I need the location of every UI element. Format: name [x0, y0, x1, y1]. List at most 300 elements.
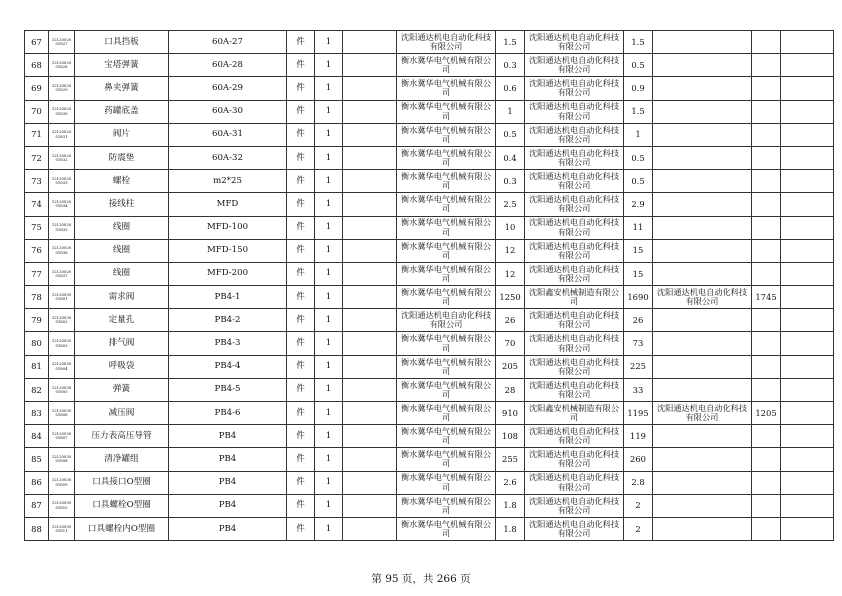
material-code-part: 01829: [55, 87, 68, 93]
supplier-2-cell: 沈阳通达机电自动化科技有限公司: [525, 309, 624, 332]
supplier-3-cell: [653, 193, 752, 216]
quantity-cell: 1: [315, 100, 343, 123]
material-code-cell: [49, 332, 75, 355]
supplier-3-cell: [653, 448, 752, 471]
material-code-cell: [49, 123, 75, 146]
material-code-part: 01811: [55, 528, 68, 534]
price-1-cell: 108: [496, 425, 525, 448]
blank-cell: [343, 402, 397, 425]
row-number-cell: 71: [25, 123, 49, 146]
material-code-part: 01805: [55, 388, 68, 394]
quantity-cell: 1: [315, 332, 343, 355]
material-code-part: 01828: [55, 64, 68, 70]
supplier-1-cell: 衡水冀华电气机械有限公司: [397, 286, 496, 309]
price-1-cell: 0.5: [496, 123, 525, 146]
supplier-3-cell: [653, 123, 752, 146]
row-number-cell: 85: [25, 448, 49, 471]
price-3-cell: [752, 448, 781, 471]
model-cell: MFD-100: [169, 216, 287, 239]
material-code-part: 12120030: [51, 407, 72, 413]
unit-cell: 件: [287, 494, 315, 517]
material-code-cell: [49, 286, 75, 309]
supplier-2-cell: 沈阳通达机电自动化科技有限公司: [525, 100, 624, 123]
supplier-2-cell: 沈阳通达机电自动化科技有限公司: [525, 448, 624, 471]
quantity-cell: 1: [315, 170, 343, 193]
price-comparison-table: [24, 30, 834, 541]
price-1-cell: 910: [496, 402, 525, 425]
supplier-2-cell: 沈阳通达机电自动化科技有限公司: [525, 146, 624, 169]
quantity-cell: 1: [315, 494, 343, 517]
material-code-part: 12120030: [51, 477, 72, 483]
price-1-cell: 26: [496, 309, 525, 332]
table-row: [25, 494, 834, 517]
price-2-cell: 0.5: [624, 146, 653, 169]
blank-cell: [781, 309, 834, 332]
quantity-cell: 1: [315, 54, 343, 77]
price-3-cell: [752, 100, 781, 123]
blank-cell: [343, 123, 397, 146]
row-number-cell: 84: [25, 425, 49, 448]
supplier-1-cell: 衡水冀华电气机械有限公司: [397, 170, 496, 193]
material-code-part: 12120020: [51, 106, 72, 112]
supplier-3-cell: [653, 31, 752, 54]
price-3-cell: [752, 378, 781, 401]
item-name-cell: 螺栓: [75, 170, 169, 193]
supplier-3-cell: [653, 54, 752, 77]
material-code-cell: [49, 378, 75, 401]
item-name-cell: 防震垫: [75, 146, 169, 169]
supplier-3-cell: [653, 494, 752, 517]
model-cell: PB4-2: [169, 309, 287, 332]
unit-cell: 件: [287, 216, 315, 239]
material-code-part: 12120030: [51, 384, 72, 390]
table-row: [25, 193, 834, 216]
quantity-cell: 1: [315, 216, 343, 239]
material-code-part: 12120030: [51, 291, 72, 297]
model-cell: PB4-6: [169, 402, 287, 425]
unit-cell: 件: [287, 425, 315, 448]
supplier-3-cell: [653, 216, 752, 239]
supplier-3-cell: [653, 146, 752, 169]
price-3-cell: [752, 170, 781, 193]
price-3-cell: 1205: [752, 402, 781, 425]
material-code-part: 01810: [55, 504, 68, 510]
supplier-1-cell: 衡水冀华电气机械有限公司: [397, 77, 496, 100]
model-cell: 60A-30: [169, 100, 287, 123]
blank-cell: [343, 471, 397, 494]
material-code-part: 12120020: [51, 152, 72, 158]
material-code-cell: [49, 517, 75, 540]
material-code-part: 12120020: [51, 83, 72, 89]
blank-cell: [343, 332, 397, 355]
row-number-cell: 68: [25, 54, 49, 77]
supplier-2-cell: 沈阳通达机电自动化科技有限公司: [525, 517, 624, 540]
price-2-cell: 1.5: [624, 31, 653, 54]
material-code-part: 12120020: [51, 199, 72, 205]
table-row: [25, 54, 834, 77]
material-code-cell: [49, 494, 75, 517]
blank-cell: [781, 216, 834, 239]
blank-cell: [781, 239, 834, 262]
blank-cell: [343, 309, 397, 332]
material-code-part: 01807: [55, 435, 68, 441]
unit-cell: 件: [287, 378, 315, 401]
unit-cell: 件: [287, 309, 315, 332]
blank-cell: [781, 262, 834, 285]
supplier-1-cell: 衡水冀华电气机械有限公司: [397, 332, 496, 355]
price-2-cell: 1: [624, 123, 653, 146]
row-number-cell: 86: [25, 471, 49, 494]
supplier-3-cell: [653, 309, 752, 332]
price-1-cell: 28: [496, 378, 525, 401]
blank-cell: [781, 54, 834, 77]
table-row: [25, 31, 834, 54]
supplier-1-cell: 沈阳通达机电自动化科技有限公司: [397, 309, 496, 332]
price-1-cell: 0.4: [496, 146, 525, 169]
item-name-cell: 宝塔弹簧: [75, 54, 169, 77]
row-number-cell: 75: [25, 216, 49, 239]
row-number-cell: 88: [25, 517, 49, 540]
blank-cell: [343, 262, 397, 285]
blank-cell: [343, 286, 397, 309]
price-1-cell: 2.6: [496, 471, 525, 494]
material-code-part: 01803: [55, 342, 68, 348]
material-code-part: 01831: [55, 133, 68, 139]
unit-cell: 件: [287, 471, 315, 494]
price-2-cell: 1690: [624, 286, 653, 309]
blank-cell: [781, 332, 834, 355]
supplier-1-cell: 衡水冀华电气机械有限公司: [397, 54, 496, 77]
supplier-2-cell: 沈阳通达机电自动化科技有限公司: [525, 332, 624, 355]
supplier-3-cell: [653, 170, 752, 193]
blank-cell: [781, 193, 834, 216]
supplier-2-cell: 沈阳通达机电自动化科技有限公司: [525, 494, 624, 517]
blank-cell: [343, 425, 397, 448]
price-2-cell: 119: [624, 425, 653, 448]
material-code-cell: [49, 31, 75, 54]
row-number-cell: 72: [25, 146, 49, 169]
quantity-cell: 1: [315, 355, 343, 378]
blank-cell: [781, 448, 834, 471]
price-3-cell: [752, 146, 781, 169]
price-3-cell: [752, 54, 781, 77]
row-number-cell: 83: [25, 402, 49, 425]
material-code-cell: [49, 402, 75, 425]
price-3-cell: 1745: [752, 286, 781, 309]
supplier-1-cell: 衡水冀华电气机械有限公司: [397, 355, 496, 378]
price-1-cell: 0.6: [496, 77, 525, 100]
material-code-part: 12120030: [51, 338, 72, 344]
blank-cell: [343, 170, 397, 193]
supplier-3-cell: [653, 77, 752, 100]
price-1-cell: 12: [496, 239, 525, 262]
table-row: [25, 425, 834, 448]
material-code-part: 12120020: [51, 245, 72, 251]
row-number-cell: 74: [25, 193, 49, 216]
quantity-cell: 1: [315, 193, 343, 216]
material-code-part: 12120030: [51, 430, 72, 436]
material-code-part: 12120030: [51, 523, 72, 529]
item-name-cell: 接线柱: [75, 193, 169, 216]
supplier-1-cell: 衡水冀华电气机械有限公司: [397, 425, 496, 448]
row-number-cell: 80: [25, 332, 49, 355]
price-2-cell: 0.5: [624, 54, 653, 77]
supplier-2-cell: 沈阳通达机电自动化科技有限公司: [525, 239, 624, 262]
material-code-part: 01832: [55, 157, 68, 163]
supplier-1-cell: 衡水冀华电气机械有限公司: [397, 193, 496, 216]
material-code-part: 01836: [55, 249, 68, 255]
material-code-part: 01837: [55, 272, 68, 278]
supplier-1-cell: 衡水冀华电气机械有限公司: [397, 494, 496, 517]
material-code-part: 01827: [55, 41, 68, 47]
supplier-1-cell: 衡水冀华电气机械有限公司: [397, 517, 496, 540]
blank-cell: [343, 100, 397, 123]
model-cell: 60A-31: [169, 123, 287, 146]
unit-cell: 件: [287, 448, 315, 471]
blank-cell: [343, 146, 397, 169]
material-code-part: 12120030: [51, 314, 72, 320]
material-code-part: 01806: [55, 412, 68, 418]
price-2-cell: 0.9: [624, 77, 653, 100]
unit-cell: 件: [287, 54, 315, 77]
material-code-part: 01834: [55, 203, 68, 209]
item-name-cell: 弹簧: [75, 378, 169, 401]
supplier-2-cell: 沈阳通达机电自动化科技有限公司: [525, 170, 624, 193]
material-code-part: 01801: [55, 296, 68, 302]
material-code-cell: [49, 77, 75, 100]
supplier-3-cell: [653, 100, 752, 123]
supplier-3-cell: 沈阳通达机电自动化科技有限公司: [653, 286, 752, 309]
unit-cell: 件: [287, 239, 315, 262]
supplier-1-cell: 衡水冀华电气机械有限公司: [397, 123, 496, 146]
material-code-part: 12120020: [51, 222, 72, 228]
unit-cell: 件: [287, 170, 315, 193]
table-row: [25, 517, 834, 540]
material-code-part: 12120020: [51, 129, 72, 135]
price-3-cell: [752, 31, 781, 54]
price-2-cell: 15: [624, 262, 653, 285]
table-row: [25, 378, 834, 401]
price-3-cell: [752, 494, 781, 517]
table-row: [25, 146, 834, 169]
blank-cell: [343, 448, 397, 471]
row-number-cell: 73: [25, 170, 49, 193]
material-code-part: 12120030: [51, 454, 72, 460]
price-2-cell: 2.8: [624, 471, 653, 494]
price-3-cell: [752, 471, 781, 494]
price-2-cell: 225: [624, 355, 653, 378]
quantity-cell: 1: [315, 402, 343, 425]
quantity-cell: 1: [315, 378, 343, 401]
supplier-3-cell: [653, 332, 752, 355]
quantity-cell: 1: [315, 471, 343, 494]
unit-cell: 件: [287, 355, 315, 378]
model-cell: PB4: [169, 517, 287, 540]
blank-cell: [343, 378, 397, 401]
item-name-cell: 口具螺栓O型圈: [75, 494, 169, 517]
quantity-cell: 1: [315, 123, 343, 146]
supplier-1-cell: 衡水冀华电气机械有限公司: [397, 448, 496, 471]
material-code-part: 01830: [55, 110, 68, 116]
item-name-cell: 定量孔: [75, 309, 169, 332]
item-name-cell: 阀片: [75, 123, 169, 146]
supplier-3-cell: [653, 517, 752, 540]
supplier-3-cell: [653, 471, 752, 494]
row-number-cell: 78: [25, 286, 49, 309]
price-1-cell: 2.5: [496, 193, 525, 216]
item-name-cell: 清净罐组: [75, 448, 169, 471]
price-3-cell: [752, 309, 781, 332]
price-2-cell: 1.5: [624, 100, 653, 123]
price-1-cell: 70: [496, 332, 525, 355]
blank-cell: [343, 517, 397, 540]
blank-cell: [343, 193, 397, 216]
supplier-1-cell: 衡水冀华电气机械有限公司: [397, 146, 496, 169]
price-1-cell: 1.8: [496, 494, 525, 517]
price-1-cell: 1250: [496, 286, 525, 309]
price-3-cell: [752, 77, 781, 100]
quantity-cell: 1: [315, 146, 343, 169]
price-2-cell: 11: [624, 216, 653, 239]
material-code-part: 12120030: [51, 361, 72, 367]
item-name-cell: 线圈: [75, 239, 169, 262]
price-2-cell: 0.5: [624, 170, 653, 193]
material-code-cell: [49, 193, 75, 216]
supplier-2-cell: 沈阳通达机电自动化科技有限公司: [525, 193, 624, 216]
model-cell: PB4-4: [169, 355, 287, 378]
material-code-cell: [49, 309, 75, 332]
model-cell: 60A-28: [169, 54, 287, 77]
supplier-2-cell: 沈阳通达机电自动化科技有限公司: [525, 425, 624, 448]
row-number-cell: 87: [25, 494, 49, 517]
supplier-1-cell: 衡水冀华电气机械有限公司: [397, 402, 496, 425]
price-3-cell: [752, 262, 781, 285]
model-cell: 60A-29: [169, 77, 287, 100]
price-3-cell: [752, 332, 781, 355]
material-code-cell: [49, 216, 75, 239]
material-code-cell: [49, 262, 75, 285]
supplier-2-cell: 沈阳通达机电自动化科技有限公司: [525, 77, 624, 100]
price-3-cell: [752, 239, 781, 262]
unit-cell: 件: [287, 77, 315, 100]
supplier-2-cell: 沈阳通达机电自动化科技有限公司: [525, 471, 624, 494]
unit-cell: 件: [287, 517, 315, 540]
supplier-3-cell: [653, 262, 752, 285]
supplier-2-cell: 沈阳通达机电自动化科技有限公司: [525, 31, 624, 54]
blank-cell: [781, 471, 834, 494]
model-cell: PB4: [169, 471, 287, 494]
item-name-cell: 压力表高压导管: [75, 425, 169, 448]
row-number-cell: 76: [25, 239, 49, 262]
price-1-cell: 1: [496, 100, 525, 123]
supplier-1-cell: 衡水冀华电气机械有限公司: [397, 262, 496, 285]
supplier-1-cell: 衡水冀华电气机械有限公司: [397, 100, 496, 123]
material-code-part: 01835: [55, 226, 68, 232]
supplier-2-cell: 沈阳通达机电自动化科技有限公司: [525, 216, 624, 239]
row-number-cell: 67: [25, 31, 49, 54]
blank-cell: [781, 146, 834, 169]
material-code-part: 01804: [55, 365, 68, 371]
blank-cell: [781, 425, 834, 448]
item-name-cell: 鼻夹弹簧: [75, 77, 169, 100]
supplier-3-cell: 沈阳通达机电自动化科技有限公司: [653, 402, 752, 425]
material-code-part: 12120020: [51, 268, 72, 274]
unit-cell: 件: [287, 332, 315, 355]
supplier-3-cell: [653, 425, 752, 448]
price-2-cell: 2: [624, 494, 653, 517]
material-code-cell: [49, 425, 75, 448]
supplier-2-cell: 沈阳通达机电自动化科技有限公司: [525, 355, 624, 378]
price-1-cell: 0.3: [496, 170, 525, 193]
unit-cell: 件: [287, 146, 315, 169]
material-code-part: 01809: [55, 481, 68, 487]
price-3-cell: [752, 425, 781, 448]
unit-cell: 件: [287, 286, 315, 309]
item-name-cell: 口具接口O型圈: [75, 471, 169, 494]
quantity-cell: 1: [315, 262, 343, 285]
price-2-cell: 2.9: [624, 193, 653, 216]
supplier-1-cell: 沈阳通达机电自动化科技有限公司: [397, 31, 496, 54]
item-name-cell: 药罐底盖: [75, 100, 169, 123]
price-2-cell: 73: [624, 332, 653, 355]
item-name-cell: 口具挡板: [75, 31, 169, 54]
row-number-cell: 70: [25, 100, 49, 123]
price-1-cell: 255: [496, 448, 525, 471]
unit-cell: 件: [287, 31, 315, 54]
table-row: [25, 123, 834, 146]
material-code-part: 12120030: [51, 500, 72, 506]
item-name-cell: 口具螺栓内O型圈: [75, 517, 169, 540]
price-1-cell: 205: [496, 355, 525, 378]
material-code-cell: [49, 471, 75, 494]
quantity-cell: 1: [315, 309, 343, 332]
model-cell: MFD-150: [169, 239, 287, 262]
blank-cell: [343, 355, 397, 378]
supplier-2-cell: 沈阳鑫安机械制造有限公司: [525, 402, 624, 425]
supplier-1-cell: 衡水冀华电气机械有限公司: [397, 471, 496, 494]
price-2-cell: 33: [624, 378, 653, 401]
blank-cell: [781, 100, 834, 123]
price-1-cell: 10: [496, 216, 525, 239]
model-cell: MFD: [169, 193, 287, 216]
price-3-cell: [752, 355, 781, 378]
page-number-footer: 第 95 页，共 266 页: [371, 573, 471, 585]
table-row: [25, 448, 834, 471]
unit-cell: 件: [287, 402, 315, 425]
table-row: [25, 216, 834, 239]
unit-cell: 件: [287, 100, 315, 123]
material-code-cell: [49, 170, 75, 193]
price-3-cell: [752, 123, 781, 146]
price-1-cell: 12: [496, 262, 525, 285]
price-2-cell: 15: [624, 239, 653, 262]
blank-cell: [343, 54, 397, 77]
material-code-cell: [49, 100, 75, 123]
row-number-cell: 81: [25, 355, 49, 378]
supplier-1-cell: 衡水冀华电气机械有限公司: [397, 378, 496, 401]
price-1-cell: 1.5: [496, 31, 525, 54]
material-code-part: 12120020: [51, 175, 72, 181]
quantity-cell: 1: [315, 517, 343, 540]
row-number-cell: 82: [25, 378, 49, 401]
material-code-part: 12120020: [51, 59, 72, 65]
model-cell: PB4: [169, 425, 287, 448]
item-name-cell: 线圈: [75, 216, 169, 239]
table-row: [25, 239, 834, 262]
price-2-cell: 26: [624, 309, 653, 332]
quantity-cell: 1: [315, 77, 343, 100]
row-number-cell: 69: [25, 77, 49, 100]
